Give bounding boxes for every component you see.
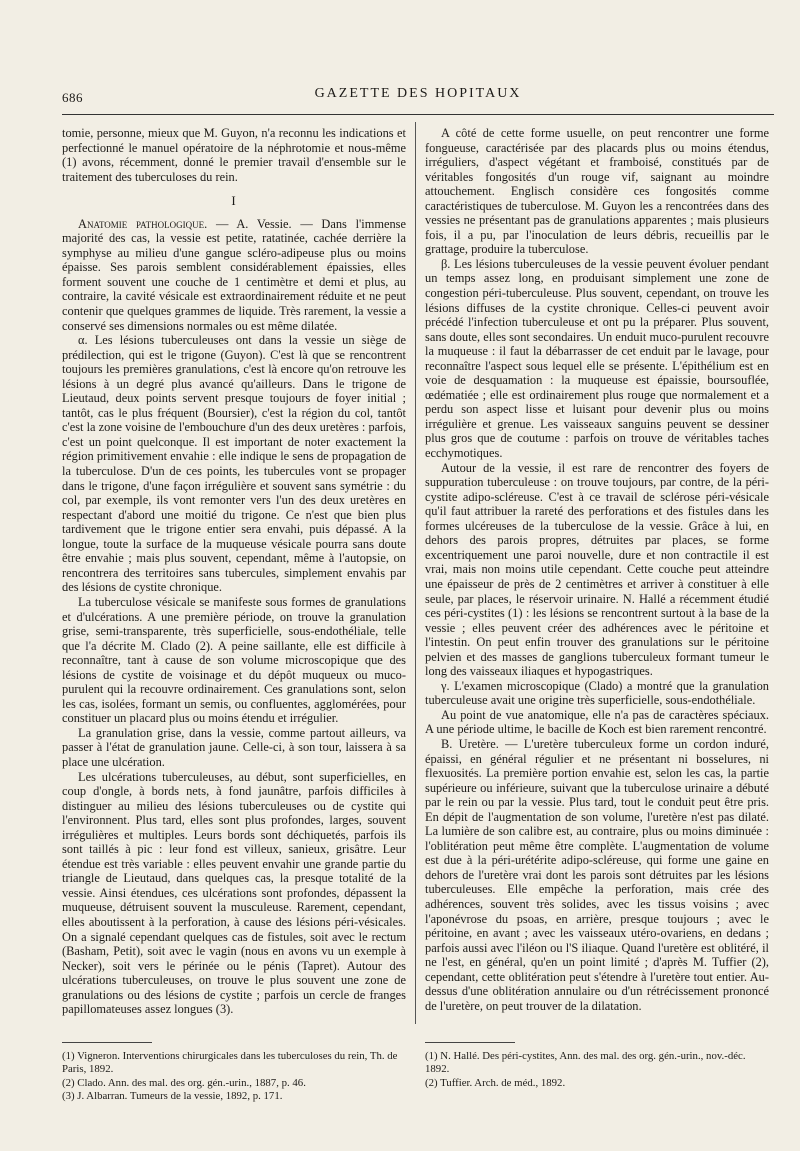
page-number: 686 bbox=[62, 90, 83, 105]
journal-title: GAZETTE DES HOPITAUX bbox=[314, 86, 522, 101]
footnote-rule-left bbox=[62, 1042, 152, 1043]
footnotes-left bbox=[62, 1050, 406, 1103]
ulcerations-paragraph: Les ulcérations tuberculeuses, au début, sont superficielles, en coup d'ongle, à bords nets, à fond jaunâtre, parfois difficiles à distinguer au milieu des lésions tuberculeuses ou de cystite qui l'environnent. Plus tard, elles sont plus profondes, larges, souvent irrégulières et multiples. Leurs bords sont déchiquetés, parfois ils sont taillés à pic : leur fond est villeux, sanieux, grisâtre. Leur étendue est très variable : elles peuvent envahir une grande partie du triangle de Lieutaud, dans quelques cas, la presque totalité de la vessie. Ainsi étendues, ces ulcérations sont profondes, dépassent la muqueuse, détruisent souvent la musculeuse. Rarement, cependant, elles aboutissent à la perforation, à cause des lésions péri-vésicales. On a signalé cependant quelques cas de fistules, soit avec le rectum (Basham, Petit), soit avec le vagin (nous en avons vu un exemple à Necker), soit vers le périnée ou le pénis (Tapret). Autour des ulcérations tuberculeuses, on trouve le plus souvent une zone de granulations ou des lésions de cystite ; parfois un cercle de franges papillomateuses assez longues (3). bbox=[62, 769, 406, 1017]
footnote-item: (1) N. Hallé. Des péri-cystites, Ann. des mal. des org. gén.-urin., nov.-déc. 1892. bbox=[425, 1050, 746, 1076]
right-column bbox=[425, 126, 769, 1013]
page-header bbox=[62, 86, 774, 112]
footnote-item: (3) J. Albarran. Tumeurs de la vessie, 1892, p. 171. bbox=[62, 1089, 283, 1102]
fongueuse-paragraph: A côté de cette forme usuelle, on peut rencontrer une forme fongueuse, caractérisée par des placards plus ou moins étendus, irréguliers, d'aspect végétant et framboisé, constitués par de véritables fongosités d'un rouge vif, saignant au moindre attouchement. Englisch considère ces fongosités comme caractéristiques de tuberculose. M. Guyon les a rencontrées dans des vessies ne présentant pas de granulations apparentes ; mais plusieurs fois, il a pu, par l'inoculation de leurs débris, recueillis par le grattage, produire la tuberculose. bbox=[425, 126, 769, 257]
anatomie-text: — A. Vessie. — Dans l'immense majorité des cas, la vessie est petite, ratatinée, cachée derrière la symphyse au milieu d'une gangue scléro-adipeuse plus ou moins épaisse. Ses parois semblent considérablement épaissies, elles forment souvent une couche de 1 centimètre et demi et plus, au contraire, la cavité vésicale est extraordinairement réduite et ne peut contenir que quelques grammes de liquide. Très rarement, la vessie a conservé ses dimensions normales ou est même dilatée. bbox=[62, 216, 406, 333]
header-rule bbox=[62, 114, 774, 115]
footnotes-right bbox=[425, 1050, 769, 1090]
intro-paragraph: tomie, personne, mieux que M. Guyon, n'a reconnu les indications et perfectionné le manuel opératoire de la néphrotomie et nous-même (1) avons, récemment, donné le premier travail d'ensemble sur le traitement des tuberculoses du rein. bbox=[62, 126, 406, 184]
footnote-item: (2) Tuffier. Arch. de méd., 1892. bbox=[425, 1076, 566, 1089]
autour-paragraph: Autour de la vessie, il est rare de rencontrer des foyers de suppuration tuberculeuse : on trouve toujours, par contre, de la péri-cystite adipo-scléreuse. C'est à ce travail de sclérose péri-vésicale qu'il faut attribuer la rareté des perforations et des fistules dans les formes ulcéreuses de la tuberculose de la vessie. Grâce à lui, en dehors des parois propres, détruites par places, se forme excentriquement une paroi nouvelle, dure et non contractile il est vrai, mais non moins utile cependant. Cette couche peut atteindre une épaisseur de près de 2 centimètres et arriver à constituer à elle seule, par places, le réservoir urinaire. N. Hallé a récemment étudié ces péri-cystites (1) : les lésions se rencontrent surtout à la base de la vessie ; elles peuvent créer des adhérences avec le péritoine et l'intestin. On peut enfin trouver des granulations sur le péritoine pelvien et des masses de ganglions tuberculeux formant tumeur le long des vaisseaux iliaques et hypogastriques. bbox=[425, 460, 769, 679]
uretere-paragraph: B. Uretère. — L'uretère tuberculeux forme un cordon induré, épaissi, en général régulier et ne présentant ni bosselures, ni flexuosités. La première portion envahie est, selon les cas, la partie supérieure ou inférieure, suivant que la tuberculose urinaire a débuté par le rein ou par la vessie. Plus tard, tout le conduit peut être pris. En dépit de l'augmentation de son volume, l'uretère n'est pas dilaté. La lumière de son calibre est, au contraire, plus ou moins diminuée : l'oblitération peut même être complète. L'augmentation de volume est due à la péri-urétérite adipo-scléreuse, qui forme une gaine en dehors de l'uretère vrai dont les parois sont détruites par les lésions tuberculeuses. Elle empêche la perforation, mais crée des adhérences, souvent très solides, avec les tissus voisins ; avec l'aponévrose du psoas, en arrière, presque toujours ; avec le péritoine, en avant ; avec les vaisseaux utéro-ovariens, en dedans ; parfois aussi avec l'iléon ou l'S iliaque. Quand l'uretère est oblitéré, il ne l'est, en général, qu'en un point limité ; d'après M. Tuffier (2), cependant, cette oblitération peut s'étendre à l'uretère tout entier. Au-dessus d'une oblitération annulaire ou d'un rétrécissement prononcé de l'uretère, on peut trouver de la dilatation. bbox=[425, 736, 769, 1013]
anatomie-heading: Anatomie pathologique. bbox=[78, 216, 208, 231]
footnote-rule-right bbox=[425, 1042, 515, 1043]
footnote-item: (2) Clado. Ann. des mal. des org. gén.-urin., 1887, p. 46. bbox=[62, 1076, 306, 1089]
gamma-paragraph: γ. L'examen microscopique (Clado) a montré que la granulation tuberculeuse avait une origine très superficielle, sous-endothéliale. bbox=[425, 678, 769, 708]
alpha-paragraph: α. Les lésions tuberculeuses ont dans la vessie un siège de prédilection, qui est le trigone (Guyon). C'est là que se rencontrent toujours les premières granulations, c'est là encore qu'on retrouve les lésions à un degré plus avancé qu'ailleurs. Dans le trigone de Lieutaud, deux points servent presque toujours de foyer initial ; tantôt, cas le plus fréquent (Boursier), c'est la région du col, tantôt c'est la zone voisine de l'embouchure d'un des deux uretères : parfois, c'est un point quelconque. Il est important de noter exactement la région primitivement envahie : elle indique le sens de propagation de la tuberculose. D'un de ces points, les tubercules vont se propager dans le trigone, d'une façon irrégulière et souvent sans symétrie : du col, par exemple, ils vont remonter vers l'un des deux uretères en respectant d'abord une moitié du trigone. Ce n'est que bien plus tardivement que le trigone entier sera envahi, puis dépassé. A la longue, toute la surface de la muqueuse vésicale pourra sans doute être envahie ; mais plus souvent, cependant, même à l'autopsie, on rencontrera des territoires sans tubercules, simplement envahis par des lésions de cystite chronique. bbox=[62, 333, 406, 595]
column-separator bbox=[415, 122, 416, 1024]
granulation-paragraph: La tuberculose vésicale se manifeste sous formes de granulations et d'ulcérations. A une première période, on trouve la granulation grise, semi-transparente, très superficielle, sous-endothéliale, telle que l'a décrite M. Clado (2). A peine saillante, elle est difficile à reconnaître, tant à cause de son volume microscopique que des lésions de cystite de voisinage et du dépôt muqueux ou muco-purulent qui la recouvre ordinairement. Ces granulations sont, selon les cas, isolées, formant un semis, ou confluentes, agglomérées, pour constituer un placard plus ou moins étendu et irrégulier. bbox=[62, 594, 406, 726]
footnote-item: (1) Vigneron. Interventions chirurgicales dans les tuberculoses du rein, Th. de Paris, 1892. bbox=[62, 1050, 398, 1076]
anatomie-paragraph bbox=[62, 217, 406, 333]
beta-paragraph: β. Les lésions tuberculeuses de la vessie peuvent évoluer pendant un temps assez long, en produisant simplement une zone de congestion péri-tuberculeuse. Plus souvent, cependant, on trouve les lésions diffuses de la cystite chronique. Celles-ci peuvent avoir précédé l'infection tuberculeuse et ont pu la préparer. Plus souvent, sans doute, elles sont secondaires. Un enduit muco-purulent recouvre la muqueuse : il faut la débarrasser de cet enduit par le lavage, pour reconnaître l'aspect sous lequel elle se présente. L'épithélium est en voie de desquamation : la muqueuse est épaissie, boursouflée, œdématiée ; elle est ordinairement plus rouge que normalement et a perdu son aspect lisse et luisant pour devenir plus ou moins irrégulière et grenue. Les vaisseaux sanguins peuvent se dessiner plus gros que de coutume : parfois on trouve de véritables taches ecchymotiques. bbox=[425, 256, 769, 461]
granulation-grise-paragraph: La granulation grise, dans la vessie, comme partout ailleurs, va passer à l'état de granulation jaune. Celle-ci, à son tour, laissera à sa place une ulcération. bbox=[62, 725, 406, 769]
section-numeral: I bbox=[231, 193, 237, 209]
left-column bbox=[62, 126, 406, 1017]
point-de-vue-paragraph: Au point de vue anatomique, elle n'a pas de caractères spéciaux. A une période ultime, le bacille de Koch est bien rarement rencontré. bbox=[425, 707, 769, 737]
